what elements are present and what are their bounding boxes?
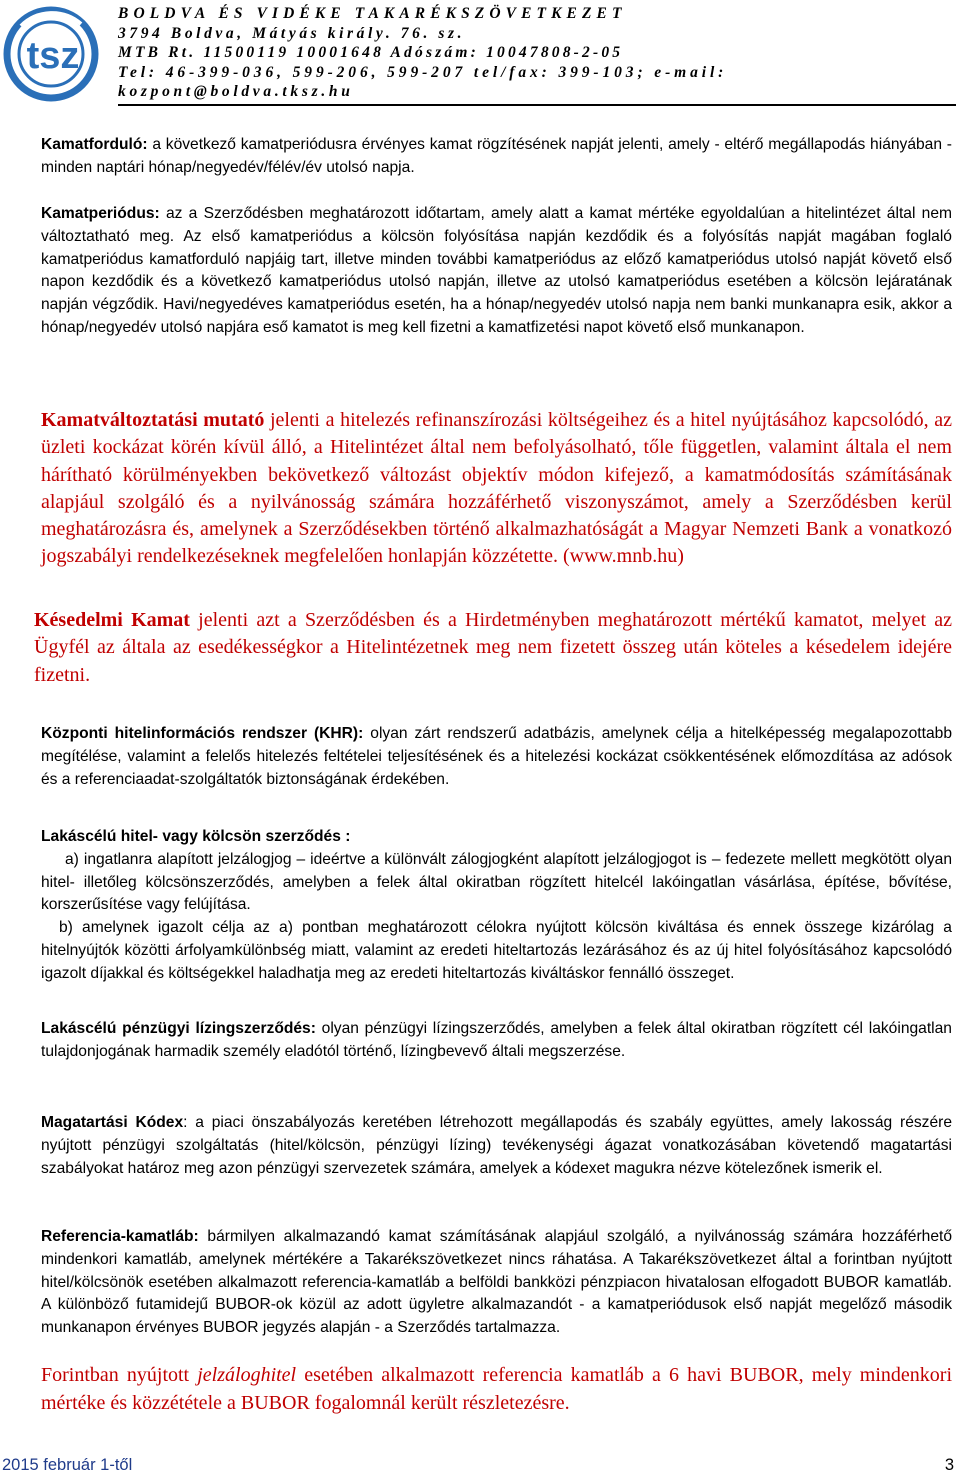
definition-kesedelmi-kamat — [34, 607, 952, 689]
note-term-jelzaloghitel: jelzáloghitel — [197, 1364, 297, 1386]
list-item-a: a) ingatlanra alapított jelzálogjog – ideértve a különvált zálogjogként alapított jelzálogjogot is – fedezete mellett megkötött olyan hitel- illetőleg kölcsönszerződés, amelyben a felek által okiratban rögzített hitelcél lakóingatlan vásárlása, építése, bővítése, korszerűsítése vagy felújítása. — [41, 850, 952, 914]
footer-date: 2015 február 1-től — [2, 1456, 133, 1474]
term: Referencia-kamatláb: — [41, 1228, 199, 1245]
definition-lakascelu-hitel — [41, 826, 952, 986]
page-number: 3 — [944, 1456, 954, 1474]
definition-text: jelenti azt a Szerződésben és a Hirdetményben meghatározott mértékű kamatot, melyet az Ügyfél az általa az esedékességkor a Hitelintézetnek meg nem fizetett összeg után köteles a késedelem idejére fizetni. — [34, 609, 952, 686]
note-text-start: Forintban nyújtott — [41, 1364, 198, 1386]
definition-kamatperiodus — [41, 203, 952, 340]
term: Magatartási Kódex — [41, 1114, 184, 1131]
bank-phone: Tel: 46-399-036, 599-206, 599-207 tel/fax: 399-103; e-mail: — [118, 63, 728, 81]
bank-registry: MTB Rt. 11500119 10001648 Adószám: 10047808-2-05 — [118, 44, 624, 62]
term: Lakáscélú hitel- vagy kölcsön szerződés : — [41, 828, 351, 845]
term: Kamatforduló: — [41, 136, 148, 153]
definition-text: az a Szerződésben meghatározott időtartam, amely alatt a kamat mértéke egyoldalúan a hitelintézet által nem változtatható meg. Az első kamatperiódus a kölcsön folyósítása napján kezdődik és a folyósítás napját magában foglaló kamatperiódus kamatforduló napjáig tart, illetve minden további kamatperiódus az előző kamatperiódus utolsó napját követő első napon kezdődik és a következő kamatperiódus utolsó napján, illetve az utolsó kamatperiódus esetében a kölcsön lejáratának napján végződik. Havi/negyedéves kamatperiódus esetén, ha a hónap/negyedév utolsó napja nem banki munkanapra esik, akkor a hónap/negyedév utolsó napjára eső kamatot is meg kell fizetni a kamatfizetési napot követő első munkanapon. — [41, 205, 952, 336]
list-item-b: b) amelynek igazolt célja az a) pontban meghatározott célokra nyújtott kölcsön kiváltása és ennek összege kizárólag a hitelnyújtók közötti árfolyamkülönbség miatt, valamint az eredeti hiteltartozás lezárásához és az új hitel folyósításához kapcsolódó igazolt díjakkal és költségekkel haladhatja meg az eredeti hiteltartozás kiváltáskor fennálló összeget. — [41, 919, 952, 982]
term: Késedelmi Kamat — [34, 609, 190, 631]
definition-kamatvaltoztatasi-mutato — [41, 407, 952, 571]
definition-text: olyan zárt rendszerű adatbázis, amelynek célja a hitelképesség megalapozottabb megítélése, valamint a felelős hitelezés feltételei teljesítésének és a hitelezési kockázat csökkentésének előmozdítása az adósok és a referenciaadat-szolgáltatók biztonságának érdekében. — [41, 725, 952, 788]
definition-referencia-kamatlab — [41, 1226, 952, 1340]
bank-address: 3794 Boldva, Mátyás király. 76. sz. — [118, 24, 466, 42]
definition-magatartasi-kodex — [41, 1112, 952, 1180]
term: Kamatváltoztatási mutató — [41, 409, 265, 431]
term: Központi hitelinformációs rendszer (KHR): — [41, 725, 364, 742]
term: Kamatperiódus: — [41, 205, 160, 222]
definition-lakascelu-lizing — [41, 1018, 952, 1064]
definition-text: bármilyen alkalmazandó kamat számításának alapjául szolgáló, a nyilvánosság számára hozzáférhető mindenkori kamatláb, amelynek mértékére a Takarékszövetkezet nincs ráhatása. A Takarékszövetkezet által a forintban nyújtott hitel/kölcsönök esetében alkalmazott referencia-kamatláb a belföldi bankközi pénzpiacon hivatalosan elfogadott BUBOR kamatláb. A különböző futamidejű BUBOR-ok közül az adott ügyletre alkalmazandót - a kamatperiódusok első napját megelőző második munkanapon érvényes BUBOR jegyzés alapján - a Szerződés tartalmazza. — [41, 1228, 952, 1337]
definition-text: a következő kamatperiódusra érvényes kamat rögzítésének napját jelenti, amely - eltérő megállapodás hiányában - minden naptári hónap/negyedév/félév/év utolsó napja. — [41, 136, 952, 176]
definition-khr — [41, 723, 952, 791]
bank-name: BOLDVA ÉS VIDÉKE TAKARÉKSZÖVETKEZET — [118, 5, 627, 22]
definition-text: : a piaci önszabályozás keretében létrehozott megállapodás és szabály együttes, amely lakosság részére nyújtott pénzügyi szolgáltatás (hitel/kölcsön, pénzügyi lízing) tevékenységi ágazat vonatkozásában követendő magatartási szabályokat határoz meg azon pénzügyi szervezetek számára, amelyek a kódexet magukra nézve kötelezőnek ismerik el. — [41, 1114, 952, 1177]
referencia-jelzaloghitel-note — [41, 1362, 952, 1417]
letterhead — [0, 0, 960, 110]
takarekszovetkezet-logo-icon — [3, 6, 103, 102]
header-divider — [118, 104, 956, 106]
term: Lakáscélú pénzügyi lízingszerződés: — [41, 1020, 316, 1037]
svg-text:tsz: tsz — [26, 35, 80, 77]
bank-email: kozpont@boldva.tksz.hu — [118, 83, 354, 101]
definition-kamatfordulo — [41, 134, 952, 180]
note-text-end: esetében alkalmazott referencia kamatláb a 6 havi BUBOR, mely mindenkori mértéke és közzététele a BUBOR fogalomnál került részletezésre. — [41, 1364, 953, 1414]
definition-text: jelenti a hitelezés refinanszírozási költségeihez és a hitel nyújtásához kapcsolódó, az üzleti kockázat körén kívül álló, a Hitelintézet által nem befolyásolható, tőle független, valamint általa el nem hárítható körülményekben bekövetkező változást objektív módon kifejező, a kamatmódosítás számításának alapjául szolgáló és a nyilvánosság számára hozzáférhető viszonyszámot, amely a Szerződésben kerül meghatározásra és, amelynek a Szerződésekben történő alkalmazhatóságát a Magyar Nemzeti Bank a vonatkozó jogszabályi rendelkezéseknek megfelelően honlapján közzétette. (www.mnb.hu) — [41, 409, 953, 568]
definition-text: olyan pénzügyi lízingszerződés, amelyben a felek által okiratban rögzített cél lakóingatlan tulajdonjogának harmadik személy eladótól történő, lízingbevevő általi megszerzése. — [41, 1020, 952, 1060]
bank-details — [118, 4, 958, 102]
